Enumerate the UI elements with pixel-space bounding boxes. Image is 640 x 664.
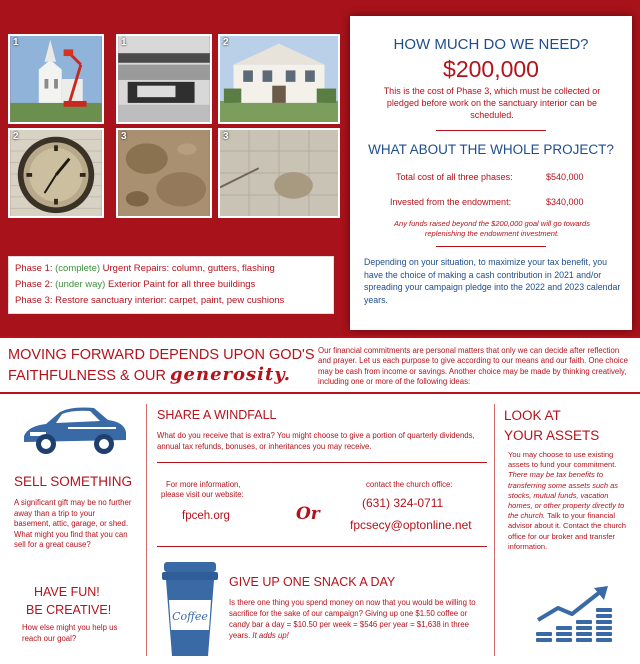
snack-heading: GIVE UP ONE SNACK A DAY (229, 575, 396, 589)
band-title (8, 345, 315, 386)
assets-text (508, 450, 630, 552)
band-title-line1: MOVING FORWARD DEPENDS UPON GOD'S (8, 347, 315, 363)
phase-item (15, 277, 327, 293)
endowment-label: Invested from the endowment: (390, 197, 512, 207)
column-divider (494, 404, 495, 656)
photo-number: 3 (223, 131, 229, 142)
car-icon (16, 400, 132, 462)
assets-body-end: Talk to your financial advisor about it. Contact the church office for our broker and transfer information. (508, 511, 626, 551)
project-heading: WHAT ABOUT THE WHOLE PROJECT? (368, 142, 614, 157)
divider (157, 546, 487, 547)
steeple-image (10, 36, 102, 122)
photo-number: 2 (223, 37, 229, 48)
photo-clock (8, 128, 104, 218)
building-image (220, 36, 338, 122)
snack-text (229, 597, 487, 641)
phase-desc: Exterior Paint for all three buildings (107, 279, 256, 290)
info-line: please visit our website: (161, 490, 244, 499)
contact-label: contact the church office: (366, 480, 453, 489)
band-title-line2 (8, 365, 315, 386)
photo-number: 1 (121, 37, 127, 48)
tax-option-note: Depending on your situation, to maximize your tax benefit, you have the choice of making a cash contribution in 2021 and/or spreading your campaign pledge into the 2022 and 2023 calendar years. (364, 257, 621, 305)
photo-gutter-repair (116, 34, 212, 124)
ceiling-image (220, 130, 338, 216)
growth-chart-icon (534, 584, 616, 644)
snack-emphasis: It adds up! (252, 631, 289, 640)
coffee-cup-icon (160, 560, 220, 658)
band-divider-top (0, 336, 640, 338)
email-link[interactable]: fpcsecy@optonline.net (350, 518, 472, 532)
band-intro-text: Our financial commitments are personal matters that only we can decide after reflection and prayer. Let us each purpose to give according to our means and our faith. One choice may be cash from income or savings. Another choice may be made by thinking creatively, including one or more of the following ideas: (318, 346, 628, 386)
or-divider-text: Or (296, 504, 320, 524)
assets-emphasis: There may be tax benefits to transferring some assets such as stocks, mutual funds, vacation homes, or other property directly to the church. (508, 470, 625, 521)
website-link[interactable]: fpceh.org (182, 510, 230, 522)
phase-list (8, 256, 334, 314)
gutter-image (118, 36, 210, 122)
phase-name: Phase 2: (15, 279, 53, 290)
phase-name: Phase 3: (15, 295, 53, 306)
funding-goal-card (350, 16, 632, 330)
windfall-heading: SHARE A WINDFALL (157, 408, 277, 422)
photo-damaged-ceiling (218, 128, 340, 218)
endowment-value: $340,000 (546, 197, 584, 207)
phase-status: (complete) (55, 263, 101, 274)
info-line: For more information, (166, 480, 241, 489)
fun-text: How else might you help us reach our goal? (22, 623, 118, 643)
photo-number: 2 (13, 131, 19, 142)
total-cost-label: Total cost of all three phases: (396, 172, 513, 182)
snack-body: Is there one thing you spend money on now that you would be willing to sacrifice for the sake of our campaign? Giving up one $1.50 coffee or candy bar a day = $10.50 per week = $546 per year = $1,638 in three years. (229, 598, 476, 640)
phase-name: Phase 1: (15, 263, 53, 274)
band-divider (0, 392, 640, 394)
fun-heading: HAVE FUN! (34, 585, 100, 599)
phase-status: (under way) (55, 279, 106, 290)
generosity-wordmark: generosity. (169, 364, 291, 385)
photo-number: 3 (121, 131, 127, 142)
assets-heading: LOOK AT (504, 408, 561, 423)
photo-stained-carpet (116, 128, 212, 218)
phase-item (15, 261, 327, 277)
phase-item (15, 293, 327, 309)
total-cost-value: $540,000 (546, 172, 584, 182)
photo-white-building (218, 34, 340, 124)
creative-heading: BE CREATIVE! (26, 603, 112, 617)
divider (436, 246, 546, 247)
band-title-text: FAITHFULNESS & OUR (8, 368, 166, 384)
goal-description: This is the cost of Phase 3, which must be collected or pledged before work on the sanctuary interior can be scheduled. (383, 86, 601, 120)
photo-number: 1 (13, 37, 19, 48)
sell-heading: SELL SOMETHING (14, 474, 133, 489)
photo-steeple-repair (8, 34, 104, 124)
windfall-text: What do you receive that is extra? You might choose to give a portion of quarterly dividends, annual tax refunds, bonuses, or inheritances you may receive. (157, 431, 475, 451)
divider (436, 130, 546, 131)
sell-text: A significant gift may be no further away than a trip to your basement, attic, garage, or shed. What might you find that you can sell for a great cause? (14, 498, 132, 549)
phase-desc: Restore sanctuary interior: carpet, paint, pew cushions (55, 295, 285, 306)
clock-image (10, 130, 102, 216)
carpet-image (118, 130, 210, 216)
divider (157, 462, 487, 463)
assets-body: You may choose to use existing assets to fund your commitment. (508, 450, 617, 470)
column-divider (146, 404, 147, 656)
goal-amount: $200,000 (443, 56, 539, 82)
cup-label: Coffee (172, 610, 208, 623)
assets-heading-line2: YOUR ASSETS (504, 428, 600, 443)
need-heading: HOW MUCH DO WE NEED? (393, 36, 589, 53)
phase-desc: Urgent Repairs: column, gutters, flashing (102, 263, 275, 274)
surplus-note: Any funds raised beyond the $200,000 goal will go towards replenishing the endowment investment. (394, 219, 590, 238)
phone-number[interactable]: (631) 324-0711 (362, 496, 444, 510)
